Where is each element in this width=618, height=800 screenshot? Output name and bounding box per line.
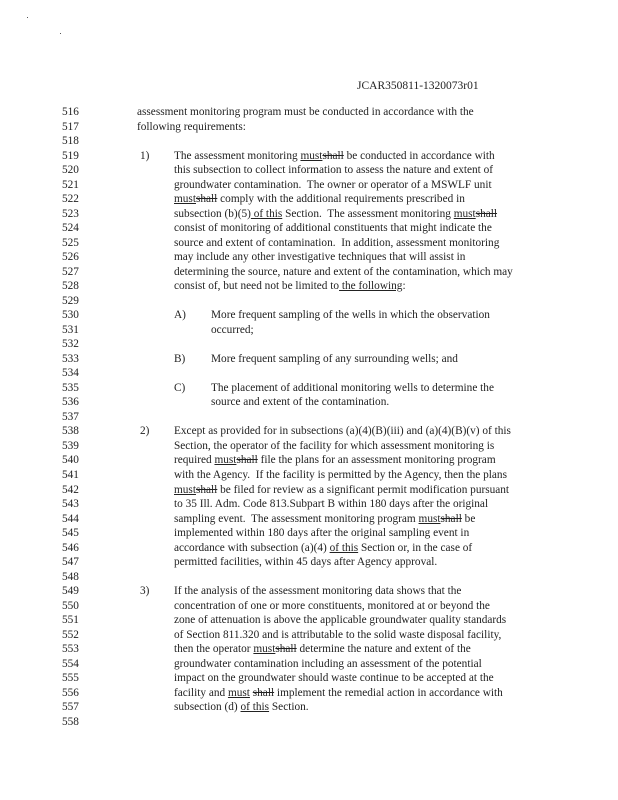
inserted-text: must xyxy=(214,454,237,467)
text-line xyxy=(211,382,494,394)
inserted-text: must xyxy=(300,149,323,162)
line-number: 516 xyxy=(62,106,79,118)
text-line xyxy=(174,585,461,597)
inserted-text: must xyxy=(418,512,441,525)
line-number: 523 xyxy=(62,207,79,220)
text-line xyxy=(174,527,469,539)
line-number: 554 xyxy=(62,657,79,670)
text-line xyxy=(174,542,472,554)
text-line xyxy=(174,425,511,437)
text-segment: The placement of additional monitoring wells to determine the xyxy=(211,381,494,394)
line-number: 541 xyxy=(62,469,79,481)
text-segment: then the operator xyxy=(174,643,254,656)
line-number: 527 xyxy=(62,265,79,278)
line-number: 536 xyxy=(62,396,79,409)
scan-mark xyxy=(60,33,61,34)
line-number: 522 xyxy=(62,193,79,206)
text-segment: implement the remedial action in accordance with xyxy=(274,686,503,699)
line-number: 524 xyxy=(62,222,79,235)
text-segment: Section. xyxy=(269,701,309,714)
line-number: 546 xyxy=(62,541,79,554)
text-segment: groundwater contamination including an assessment of the potential xyxy=(174,657,482,670)
line-number: 539 xyxy=(62,439,79,452)
line-number: 531 xyxy=(62,323,79,336)
text-segment: The assessment monitoring xyxy=(174,149,301,162)
text-segment: consist of monitoring of additional constituents that might indicate the xyxy=(174,222,492,235)
text-segment: following requirements: xyxy=(137,120,246,133)
text-segment: impact on the groundwater should waste continue to be accepted at the xyxy=(174,672,494,685)
line-number: 529 xyxy=(62,294,79,307)
text-line xyxy=(174,484,509,496)
text-segment: may include any other investigative techniques that will assist in xyxy=(174,251,466,264)
text-line xyxy=(174,556,437,568)
text-segment: zone of attenuation is above the applicable groundwater quality standards xyxy=(174,614,507,627)
line-number: 535 xyxy=(62,381,79,394)
text-segment: accordance with subsection (a)(4) xyxy=(174,541,330,554)
line-number: 543 xyxy=(62,498,79,511)
text-line xyxy=(211,396,389,408)
text-segment: permitted facilities, within 45 days after Agency approval. xyxy=(174,556,438,569)
text-line xyxy=(174,440,494,452)
line-number: 557 xyxy=(62,701,79,714)
inserted-text: must xyxy=(174,483,196,496)
item-label: 1) xyxy=(140,149,150,162)
text-segment: to 35 Ill. Adm. Code 813.Subpart B within 180 days after the original xyxy=(174,498,489,511)
text-segment: More frequent sampling of the wells in which the observation xyxy=(211,309,490,322)
text-line xyxy=(137,121,246,133)
text-segment: groundwater contamination. The owner or operator of a MSWLF unit xyxy=(174,178,492,191)
text-segment: be filed for review as a significant permit modification pursuant xyxy=(217,483,510,496)
line-number: 555 xyxy=(62,672,79,685)
line-number: 526 xyxy=(62,251,79,264)
text-segment: sampling event. The assessment monitoring program xyxy=(174,512,419,525)
text-line xyxy=(137,106,474,118)
deleted-text: shall xyxy=(322,149,344,162)
text-line xyxy=(174,658,482,670)
text-line xyxy=(174,600,490,612)
item-label: 2) xyxy=(140,425,150,438)
text-line xyxy=(211,353,458,365)
text-segment: subsection (d) xyxy=(174,701,241,714)
item-label: 3) xyxy=(140,585,150,598)
line-number: 547 xyxy=(62,556,79,569)
inserted-text: must xyxy=(253,643,276,656)
item-label: A) xyxy=(174,309,186,322)
scan-mark xyxy=(27,17,28,18)
text-segment: Except as provided for in subsections (a)(4)(B)(iii) and (a)(4)(B)(v) of this xyxy=(174,425,511,438)
text-segment: be conducted in accordance with xyxy=(343,149,495,162)
text-segment: file the plans for an assessment monitoring program xyxy=(257,454,496,467)
text-segment: occurred; xyxy=(211,323,254,336)
text-segment: More frequent sampling of any surrounding wells; and xyxy=(211,352,458,365)
text-segment: Section. The assessment monitoring xyxy=(282,207,454,220)
line-number: 551 xyxy=(62,614,79,627)
inserted-text: of this xyxy=(240,701,270,714)
deleted-text: shall xyxy=(195,193,218,206)
text-segment: concentration of one or more constituents, monitored at or beyond the xyxy=(174,599,490,612)
text-line xyxy=(211,309,490,321)
text-line xyxy=(174,280,406,292)
line-number: 521 xyxy=(62,178,79,191)
deleted-text: shall xyxy=(275,643,297,656)
line-number: 553 xyxy=(62,643,79,656)
inserted-text: of this xyxy=(250,207,283,220)
line-number: 548 xyxy=(62,570,79,583)
deleted-text: shall xyxy=(195,483,218,496)
text-line xyxy=(174,222,492,234)
line-number: 544 xyxy=(62,512,79,525)
text-line xyxy=(174,164,493,176)
text-segment: consist of, but need not be limited to xyxy=(174,280,340,293)
text-segment: assessment monitoring program must be conducted in accordance with the xyxy=(137,106,474,118)
text-segment: Section or, in the case of xyxy=(358,541,473,554)
text-segment: with the Agency. If the facility is permitted by the Agency, then the plans xyxy=(174,469,507,481)
document-id-header: JCAR350811-1320073r01 xyxy=(357,80,479,92)
line-number: 533 xyxy=(62,352,79,365)
line-number: 517 xyxy=(62,120,79,133)
text-line xyxy=(174,629,501,641)
line-number: 530 xyxy=(62,309,79,322)
text-segment: be xyxy=(461,512,476,525)
text-segment: of Section 811.320 and is attributable to the solid waste disposal facility, xyxy=(174,628,502,641)
line-number: 525 xyxy=(62,236,79,249)
text-line xyxy=(174,193,465,205)
line-number: 545 xyxy=(62,527,79,540)
text-line xyxy=(174,643,471,655)
text-segment: facility and xyxy=(174,686,228,699)
line-number: 537 xyxy=(62,410,79,423)
text-segment: determine the nature and extent of the xyxy=(296,643,471,656)
line-number: 534 xyxy=(62,367,79,380)
text-segment: this subsection to collect information to assess the nature and extent of xyxy=(174,164,494,177)
line-number: 550 xyxy=(62,599,79,612)
line-number: 528 xyxy=(62,280,79,293)
text-segment: source and extent of the contamination. xyxy=(211,396,390,409)
text-line xyxy=(174,251,465,263)
line-number: 538 xyxy=(62,425,79,438)
inserted-text: must xyxy=(174,193,196,206)
text-segment: required xyxy=(174,454,215,467)
inserted-text: of this xyxy=(329,541,359,554)
text-line xyxy=(174,469,507,481)
text-line xyxy=(174,208,497,220)
text-segment: If the analysis of the assessment monitoring data shows that the xyxy=(174,585,462,598)
text-line xyxy=(174,614,506,626)
line-number: 549 xyxy=(62,585,79,598)
line-number: 518 xyxy=(62,135,79,148)
inserted-text: the following xyxy=(339,280,403,293)
line-number: 542 xyxy=(62,483,79,496)
line-number: 558 xyxy=(62,715,79,728)
line-number: 540 xyxy=(62,454,79,467)
line-number: 520 xyxy=(62,164,79,177)
text-segment: source and extent of contamination. In addition, assessment monitoring xyxy=(174,236,500,249)
item-label: C) xyxy=(174,381,186,394)
line-number: 556 xyxy=(62,686,79,699)
inserted-text: must xyxy=(227,686,250,699)
text-line xyxy=(174,179,492,191)
text-segment: Section, the operator of the facility for which assessment monitoring is xyxy=(174,439,495,452)
text-segment: comply with the additional requirements prescribed in xyxy=(217,193,465,206)
deleted-text: shall xyxy=(440,512,462,525)
text-line xyxy=(174,672,494,684)
inserted-text: must xyxy=(453,207,476,220)
text-line xyxy=(174,513,475,525)
text-line xyxy=(174,687,503,699)
text-line xyxy=(174,454,496,466)
text-line xyxy=(174,266,513,278)
deleted-text: shall xyxy=(252,686,275,699)
deleted-text: shall xyxy=(236,454,258,467)
text-line xyxy=(174,237,499,249)
text-segment: determining the source, nature and extent of the contamination, which may xyxy=(174,265,513,278)
text-line xyxy=(211,324,254,336)
line-number: 519 xyxy=(62,149,79,162)
text-segment: implemented within 180 days after the original sampling event in xyxy=(174,527,470,540)
text-segment: subsection (b)(5) xyxy=(174,207,251,220)
line-number: 552 xyxy=(62,628,79,641)
line-number: 532 xyxy=(62,338,79,351)
deleted-text: shall xyxy=(475,207,498,220)
text-segment: : xyxy=(402,280,406,293)
text-line xyxy=(174,701,309,713)
text-line xyxy=(174,150,495,162)
item-label: B) xyxy=(174,352,186,365)
text-line xyxy=(174,498,488,510)
